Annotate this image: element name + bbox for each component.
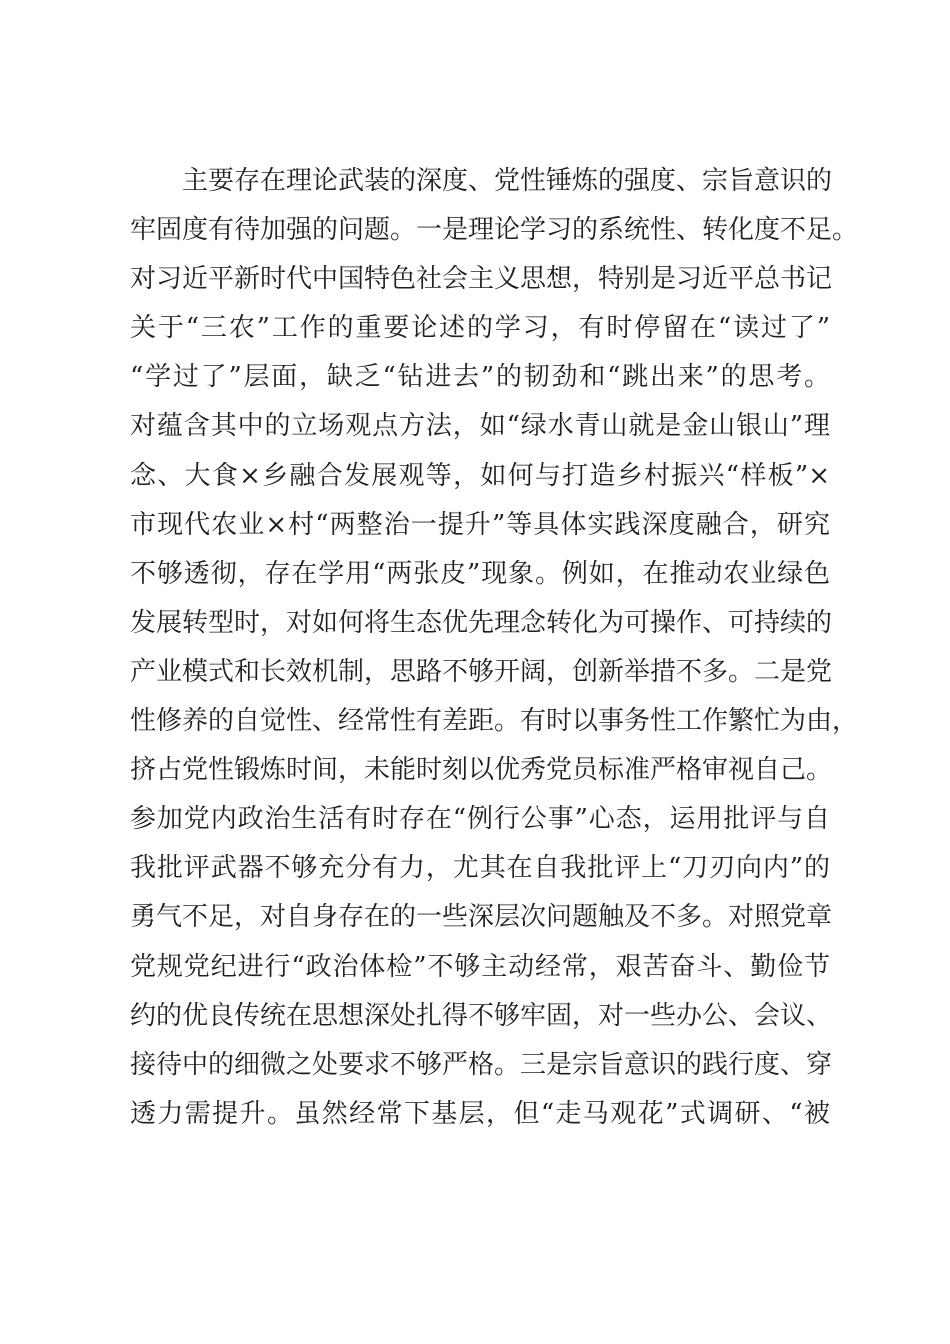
text-line: 发展转型时，对如何将生态优先理念转化为可操作、可持续的 [130, 607, 833, 638]
text-line: 我批评武器不够充分有力，尤其在自我批评上“刀刃向内”的 [130, 853, 830, 884]
text-line: 接待中的细微之处要求不够严格。三是宗旨意识的践行度、穿 [130, 1049, 833, 1080]
text-line: 性修养的自觉性、经常性有差距。有时以事务性工作繁忙为由， [130, 706, 859, 737]
text-line: 勇气不足，对自身存在的一些深层次问题触及不多。对照党章 [130, 902, 833, 933]
text-line: 产业模式和长效机制，思路不够开阔，创新举措不多。二是党 [130, 656, 833, 687]
text-line: 对蕴含其中的立场观点方法，如“绿水青山就是金山银山”理 [130, 411, 830, 442]
text-line: 参加党内政治生活有时存在“例行公事”心态，运用批评与自 [130, 804, 830, 835]
text-line: 牢固度有待加强的问题。一是理论学习的系统性、转化度不足。 [130, 215, 859, 246]
text-line: 对习近平新时代中国特色社会主义思想，特别是习近平总书记 [130, 264, 833, 295]
text-line: 约的优良传统在思想深处扎得不够牢固，对一些办公、会议、 [130, 1000, 833, 1031]
text-line: “学过了”层面，缺乏“钻进去”的韧劲和“跳出来”的思考。 [130, 362, 830, 393]
text-line: 党规党纪进行“政治体检”不够主动经常，艰苦奋斗、勤俭节 [130, 951, 830, 982]
text-line: 关于“三农”工作的重要论述的学习，有时停留在“读过了” [130, 313, 830, 344]
text-line: 透力需提升。虽然经常下基层，但“走马观花”式调研、“被 [130, 1098, 830, 1129]
text-line: 市现代农业×村“两整治一提升”等具体实践深度融合，研究 [130, 509, 830, 540]
body-paragraph [130, 157, 859, 1139]
text-line: 主要存在理论武装的深度、党性锤炼的强度、宗旨意识的 [182, 166, 833, 196]
text-line: 念、大食×乡融合发展观等，如何与打造乡村振兴“样板”× [130, 460, 830, 491]
text-line: 不够透彻，存在学用“两张皮”现象。例如，在推动农业绿色 [130, 558, 830, 589]
text-line: 挤占党性锻炼时间，未能时刻以优秀党员标准严格审视自己。 [130, 755, 833, 786]
